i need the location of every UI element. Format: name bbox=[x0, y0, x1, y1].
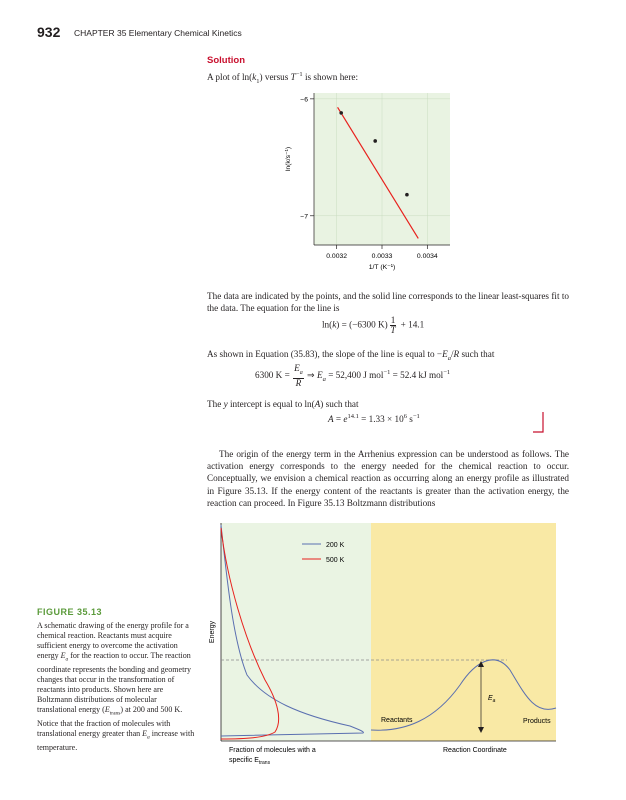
fit-description: The data are indicated by the points, and the solid line corresponds to the linear least-squares fit to the data. The equation for the line is bbox=[207, 291, 569, 314]
x-axis-label: 1/T (K⁻¹) bbox=[368, 264, 396, 271]
slope-description: As shown in Equation (35.83), the slope of the line is equal to $-E_a/R$ such that bbox=[207, 349, 495, 362]
solution-end-mark bbox=[532, 410, 546, 440]
equation-activation-energy: 6300 K = $\frac{E_a}{R}$ ⇒ $E_a = 52,400$ J mol$^{-1}$ = 52.4 kJ mol$^{-1}$ bbox=[255, 363, 451, 388]
figure-caption: A schematic drawing of the energy profile for a chemical reaction. Reactants must acquire sufficient energy to overcome the activation energy $E_a$ for the reaction to occur. The reaction coordinate represents the bonding and geometry changes that occur in the transformation of reactants into products. Shown here are Boltzmann distributions of molecular translational energy $(E_{trans})$ at 200 and 500 K. Notice that the fraction of molecules with translational energy greater than $E_a$ increase with temperature. bbox=[37, 621, 195, 752]
y-tick-label: −6 bbox=[300, 96, 308, 104]
data-point bbox=[339, 111, 343, 115]
equation-preexponential: $A = e^{14.1} = 1.33 \times 10^6$ $s^{-1}$ bbox=[328, 413, 420, 425]
x-label-left-line2: specific $E_{trans}$ bbox=[229, 757, 271, 766]
solution-intro: A plot of $\ln(k_1)$ versus $T^{-1}$ is shown here: bbox=[207, 71, 359, 85]
solution-heading: Solution bbox=[207, 55, 245, 66]
x-label-left-line1: Fraction of molecules with a bbox=[229, 747, 316, 754]
products-label: Products bbox=[523, 718, 551, 725]
page-number: 932 bbox=[37, 24, 61, 40]
x-tick-label: 0.0034 bbox=[416, 253, 438, 260]
distribution-panel bbox=[221, 523, 371, 741]
legend-500k: 500 K bbox=[326, 557, 345, 564]
y-axis-label: ln(k/s⁻¹) bbox=[285, 146, 292, 172]
y-tick-label: −7 bbox=[300, 213, 308, 221]
legend-200k: 200 K bbox=[326, 542, 345, 549]
running-header: CHAPTER 35 Elementary Chemical Kinetics bbox=[74, 28, 242, 38]
energy-axis-label: Energy bbox=[209, 620, 216, 644]
energy-profile-figure bbox=[205, 520, 575, 770]
ea-label: $E_a$ bbox=[488, 695, 496, 704]
body-paragraph: The origin of the energy term in the Arrhenius expression can be understood as follows. The activation energy corresponds to the energy needed for the chemical reaction to occur. Conceptually, we envision a chemical reaction as occurring along an energy profile as illustrated in Figure 35.13. If the energy content of the reactants is greater than the activation energy, the reaction can proceed. In Figure 35.13 Boltzmann distributions bbox=[207, 449, 569, 508]
x-tick-label: 0.0032 bbox=[326, 253, 348, 260]
data-point bbox=[373, 139, 377, 143]
arrhenius-plot bbox=[270, 85, 480, 285]
y-axis-ticks bbox=[300, 93, 314, 245]
x-label-right: Reaction Coordinate bbox=[443, 747, 507, 754]
reaction-panel bbox=[371, 523, 556, 741]
x-tick-label: 0.0033 bbox=[371, 253, 393, 260]
intercept-description: The y intercept is equal to ln(A) such that bbox=[207, 399, 359, 409]
reactants-label: Reactants bbox=[381, 717, 413, 724]
equation-line-fit: ln(k) = (−6300 K) $\frac{1}{T}$ + 14.1 bbox=[322, 315, 425, 335]
x-axis-ticks bbox=[314, 245, 450, 260]
figure-label: FIGURE 35.13 bbox=[37, 607, 103, 617]
data-point bbox=[405, 193, 409, 197]
